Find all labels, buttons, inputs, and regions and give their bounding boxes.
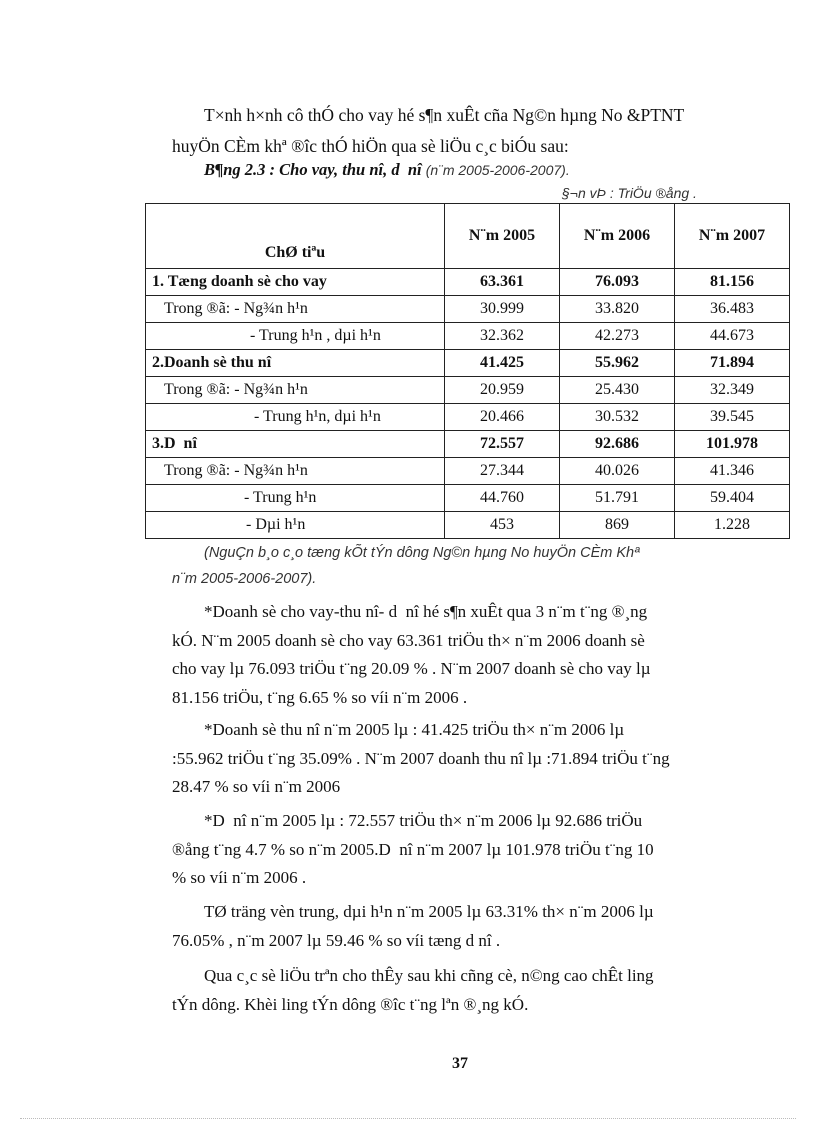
row-label: - Trung h¹n <box>146 485 445 512</box>
cell-2007: 101.978 <box>675 431 790 458</box>
text-line: :55.962 triÖu t¨ng 35.09% . N¨m 2007 doanh thu nî lµ :71.894 triÖu t¨ng <box>172 748 670 768</box>
source-note <box>172 540 762 592</box>
table-header-row <box>146 204 790 269</box>
row-label: Trong ®ã: - Ng¾n h¹n <box>146 296 445 323</box>
row-label: Trong ®ã: - Ng¾n h¹n <box>146 458 445 485</box>
table-row <box>146 377 790 404</box>
cell-2007: 81.156 <box>675 269 790 296</box>
table-row <box>146 404 790 431</box>
text-line: Qua c¸c sè liÖu trªn cho thÊy sau khi cñng cè, n©ng cao chÊt ling <box>204 966 654 985</box>
row-label: 2.Doanh sè thu nî <box>146 350 445 377</box>
cell-2005: 453 <box>445 512 560 539</box>
table-row <box>146 431 790 458</box>
paragraph-collections <box>172 716 740 802</box>
text-line: 81.156 triÖu, t¨ng 6.65 % so víi n¨m 2006 . <box>172 687 468 707</box>
cell-2006: 33.820 <box>560 296 675 323</box>
table-row <box>146 512 790 539</box>
cell-2006: 76.093 <box>560 269 675 296</box>
cell-2006: 30.532 <box>560 404 675 431</box>
cell-2006: 51.791 <box>560 485 675 512</box>
text-line: kÓ. N¨m 2005 doanh sè cho vay 63.361 triÖu th× n¨m 2006 doanh sè <box>172 630 645 650</box>
cell-2005: 30.999 <box>445 296 560 323</box>
cell-2005: 20.959 <box>445 377 560 404</box>
source-line-1: (NguÇn b¸o c¸o tæng kÕt tÝn dông Ng©n hµng No huyÖn CÈm Khª <box>204 545 640 561</box>
table-caption <box>204 160 570 180</box>
page-number: 37 <box>452 1055 468 1072</box>
row-label: - Trung h¹n , dµi h¹n <box>146 323 445 350</box>
header-2005: N¨m 2005 <box>445 204 560 269</box>
row-label: - Trung h¹n, dµi h¹n <box>146 404 445 431</box>
unit-note: §¬n vÞ : TriÖu ®ång . <box>562 185 697 201</box>
table-row <box>146 350 790 377</box>
row-label: - Dµi h¹n <box>146 512 445 539</box>
table-row <box>146 485 790 512</box>
cell-2007: 59.404 <box>675 485 790 512</box>
row-label: 1. Tæng doanh sè cho vay <box>146 269 445 296</box>
cell-2005: 41.425 <box>445 350 560 377</box>
text-line: ®ång t¨ng 4.7 % so n¨m 2005.D nî n¨m 2007 lµ 101.978 triÖu t¨ng 10 <box>172 839 654 859</box>
cell-2005: 72.557 <box>445 431 560 458</box>
cell-2006: 40.026 <box>560 458 675 485</box>
paragraph-loans <box>172 598 740 712</box>
cell-2005: 20.466 <box>445 404 560 431</box>
cell-2007: 71.894 <box>675 350 790 377</box>
table-row <box>146 269 790 296</box>
cell-2006: 55.962 <box>560 350 675 377</box>
text-line: tÝn dông. Khèi ling tÝn dông ®îc t¨ng lªn ®¸ng kÓ. <box>172 994 529 1014</box>
table-row <box>146 458 790 485</box>
cell-2007: 41.346 <box>675 458 790 485</box>
bottom-divider <box>20 1118 796 1119</box>
intro-paragraph <box>172 100 742 162</box>
loan-table <box>145 203 790 539</box>
cell-2007: 32.349 <box>675 377 790 404</box>
header-2007: N¨m 2007 <box>675 204 790 269</box>
header-2006: N¨m 2006 <box>560 204 675 269</box>
cell-2007: 44.673 <box>675 323 790 350</box>
cell-2005: 63.361 <box>445 269 560 296</box>
text-line: cho vay lµ 76.093 triÖu t¨ng 20.09 % . N¨m 2007 doanh sè cho vay lµ <box>172 659 651 678</box>
intro-line-2: huyÖn CÈm khª ®îc thÓ hiÖn qua sè liÖu c¸c biÓu sau: <box>172 136 569 156</box>
row-label: 3.D nî <box>146 431 445 458</box>
paragraph-ratio <box>172 898 740 955</box>
cell-2007: 36.483 <box>675 296 790 323</box>
table-caption-years: (n¨m 2005-2006-2007). <box>425 162 570 178</box>
source-line-2: n¨m 2005-2006-2007). <box>172 571 317 587</box>
cell-2006: 92.686 <box>560 431 675 458</box>
text-line: % so víi n¨m 2006 . <box>172 868 307 887</box>
text-line: *D nî n¨m 2005 lµ : 72.557 triÖu th× n¨m 2006 lµ 92.686 triÖu <box>204 811 643 830</box>
text-line: *Doanh sè cho vay-thu nî- d nî hé s¶n xuÊt qua 3 n¨m t¨ng ®¸ng <box>204 602 648 621</box>
cell-2005: 32.362 <box>445 323 560 350</box>
paragraph-conclusion <box>172 962 740 1019</box>
cell-2006: 25.430 <box>560 377 675 404</box>
cell-2007: 1.228 <box>675 512 790 539</box>
cell-2007: 39.545 <box>675 404 790 431</box>
table-row <box>146 296 790 323</box>
row-label: Trong ®ã: - Ng¾n h¹n <box>146 377 445 404</box>
table-caption-title: B¶ng 2.3 : Cho vay, thu nî, d nî <box>204 160 422 179</box>
text-line: TØ träng vèn trung, dµi h¹n n¨m 2005 lµ 63.31% th× n¨m 2006 lµ <box>204 902 654 921</box>
text-line: 76.05% , n¨m 2007 lµ 59.46 % so víi tæng d nî . <box>172 930 501 950</box>
text-line: *Doanh sè thu nî n¨m 2005 lµ : 41.425 triÖu th× n¨m 2006 lµ <box>204 720 625 739</box>
intro-line-1: T×nh h×nh cô thÓ cho vay hé s¶n xuÊt cña Ng©n hµng No &PTNT <box>204 105 685 125</box>
cell-2005: 27.344 <box>445 458 560 485</box>
table-row <box>146 323 790 350</box>
cell-2006: 42.273 <box>560 323 675 350</box>
header-indicator: ChØ tiªu <box>146 204 445 269</box>
paragraph-outstanding <box>172 807 740 893</box>
text-line: 28.47 % so víi n¨m 2006 <box>172 777 341 796</box>
cell-2006: 869 <box>560 512 675 539</box>
cell-2005: 44.760 <box>445 485 560 512</box>
